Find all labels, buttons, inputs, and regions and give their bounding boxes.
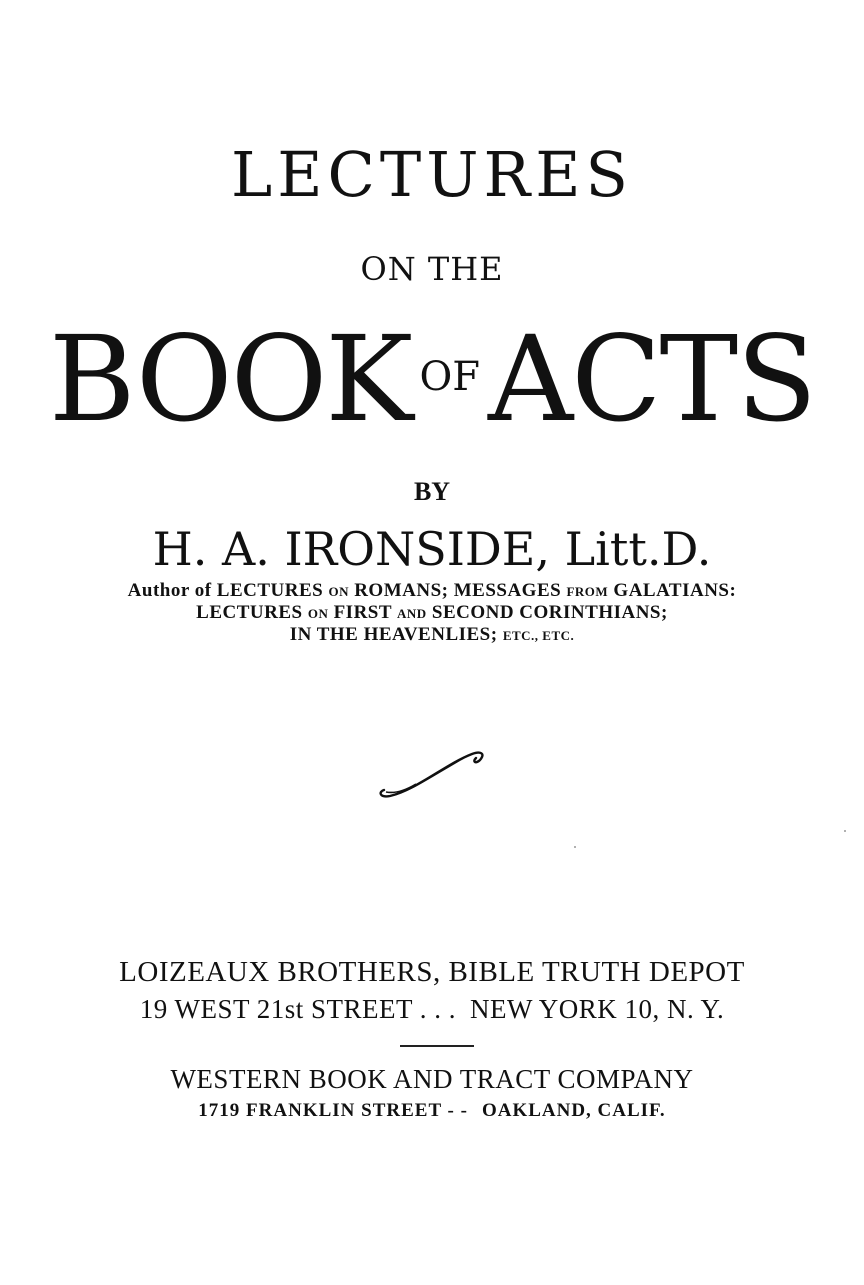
title-of-word: OF	[419, 354, 481, 400]
works-text: Author of LECTURES	[127, 580, 329, 601]
distributor-name: WESTERN BOOK AND TRACT COMPANY	[170, 1064, 694, 1094]
distributor-address	[0, 1100, 864, 1122]
works-text: GALATIANS:	[608, 580, 737, 601]
works-text-small: AND	[396, 606, 427, 621]
paper-speck	[574, 846, 576, 848]
title-acts-word: ACTS	[488, 310, 816, 448]
works-text-small: ON	[328, 584, 349, 599]
works-text: LECTURES	[196, 602, 308, 623]
works-text-small: ON	[307, 606, 329, 621]
flourish-ornament-icon	[376, 744, 488, 804]
paper-speck	[844, 830, 846, 832]
title-on-the: ON THE	[360, 250, 504, 288]
other-works-line-1	[0, 580, 864, 603]
works-text: IN THE HEAVENLIES;	[289, 624, 503, 645]
distributor-city: OAKLAND, CALIF.	[481, 1100, 666, 1121]
works-text: SECOND CORINTHIANS;	[426, 602, 668, 623]
divider-rule	[400, 1045, 474, 1047]
other-works-line-2	[0, 602, 864, 625]
publisher-address	[0, 994, 864, 1025]
other-works-line-3	[0, 624, 864, 647]
publisher-name: LOIZEAUX BROTHERS, BIBLE TRUTH DEPOT	[119, 956, 745, 988]
title-lectures: LECTURES	[231, 138, 633, 211]
author-name: H. A. IRONSIDE, Litt.D.	[152, 522, 712, 576]
title-book-of-acts	[0, 310, 864, 448]
publisher-city: NEW YORK 10, N. Y.	[470, 994, 725, 1024]
title-book-word: BOOK	[48, 310, 412, 448]
works-text: FIRST	[328, 602, 397, 623]
works-text-small: FROM	[566, 584, 609, 599]
distributor-street: 1719 FRANKLIN STREET - -	[198, 1100, 468, 1121]
works-text-small: ETC., ETC.	[502, 628, 575, 643]
byline-by: BY	[413, 477, 451, 506]
publisher-street: 19 WEST 21st STREET . . .	[139, 994, 456, 1024]
works-text: ROMANS; MESSAGES	[348, 580, 567, 601]
